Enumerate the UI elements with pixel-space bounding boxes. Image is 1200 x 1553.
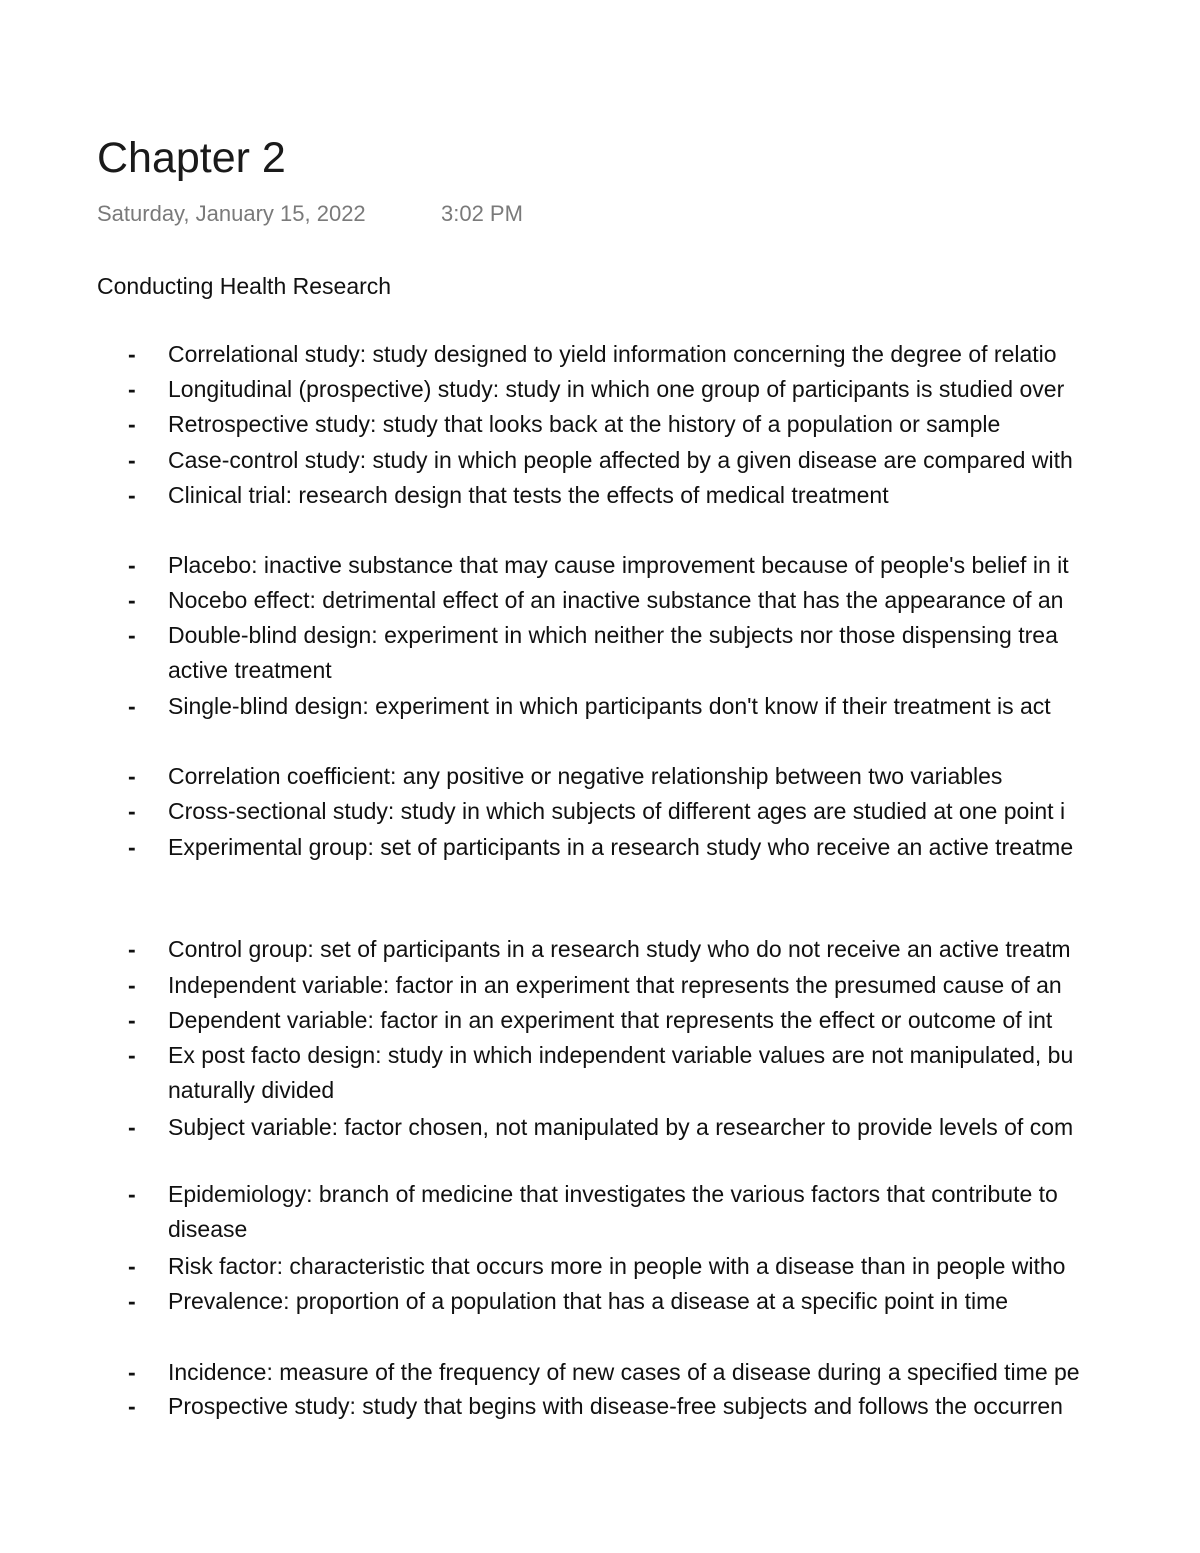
bullet-dash: -	[128, 447, 136, 473]
bullet-dash: -	[128, 693, 136, 719]
bullet-dash: -	[128, 1359, 136, 1385]
list-item-text: Prospective study: study that begins with disease-free subjects and follows the occurren	[168, 1393, 1063, 1419]
list-item-text: Dependent variable: factor in an experiment that represents the effect or outcome of int	[168, 1007, 1053, 1033]
list-item-text: Correlational study: study designed to yield information concerning the degree of relatio	[168, 341, 1057, 367]
list-item-text: Longitudinal (prospective) study: study in which one group of participants is studied over	[168, 376, 1065, 402]
list-item-continuation: disease	[168, 1216, 248, 1242]
list-item-text: Risk factor: characteristic that occurs more in people with a disease than in people witho	[168, 1253, 1066, 1279]
list-item-text: Subject variable: factor chosen, not manipulated by a researcher to provide levels of com	[168, 1114, 1074, 1140]
list-item-continuation: active treatment	[168, 657, 332, 683]
bullet-dash: -	[128, 1042, 136, 1068]
list-item-text: Experimental group: set of participants in a research study who receive an active treatme	[168, 834, 1074, 860]
bullet-dash: -	[128, 376, 136, 402]
bullet-dash: -	[128, 622, 136, 648]
list-item-text: Incidence: measure of the frequency of new cases of a disease during a specified time pe	[168, 1359, 1080, 1385]
bullet-dash: -	[128, 798, 136, 824]
bullet-dash: -	[128, 552, 136, 578]
section-heading: Conducting Health Research	[97, 273, 392, 299]
bullet-dash: -	[128, 1114, 136, 1140]
list-item-text: Cross-sectional study: study in which subjects of different ages are studied at one point i	[168, 798, 1066, 824]
list-item-text: Prevalence: proportion of a population that has a disease at a specific point in time	[168, 1288, 1009, 1314]
list-item-text: Case-control study: study in which people affected by a given disease are compared with	[168, 447, 1073, 473]
bullet-dash: -	[128, 1393, 136, 1419]
bullet-dash: -	[128, 763, 136, 789]
bullet-dash: -	[128, 936, 136, 962]
list-item-text: Single-blind design: experiment in which participants don't know if their treatment is act	[168, 693, 1051, 719]
bullet-dash: -	[128, 834, 136, 860]
bullet-dash: -	[128, 482, 136, 508]
bullet-dash: -	[128, 1253, 136, 1279]
list-item-text: Double-blind design: experiment in which neither the subjects nor those dispensing trea	[168, 622, 1058, 648]
list-item-text: Placebo: inactive substance that may cause improvement because of people's belief in it	[168, 552, 1069, 578]
list-item-text: Ex post facto design: study in which independent variable values are not manipulated, bu	[168, 1042, 1074, 1068]
list-item-text: Independent variable: factor in an experiment that represents the presumed cause of an	[168, 972, 1062, 998]
list-item-text: Control group: set of participants in a research study who do not receive an active treatm	[168, 936, 1071, 962]
bullet-dash: -	[128, 972, 136, 998]
list-item-text: Nocebo effect: detrimental effect of an inactive substance that has the appearance of an	[168, 587, 1064, 613]
list-item-text: Epidemiology: branch of medicine that investigates the various factors that contribute to	[168, 1181, 1058, 1207]
bullet-dash: -	[128, 1007, 136, 1033]
list-item-continuation: naturally divided	[168, 1077, 335, 1103]
list-item-text: Retrospective study: study that looks back at the history of a population or sample	[168, 411, 1001, 437]
bullet-dash: -	[128, 587, 136, 613]
list-item-text: Clinical trial: research design that tests the effects of medical treatment	[168, 482, 889, 508]
note-datetime	[97, 200, 523, 228]
bullet-dash: -	[128, 341, 136, 367]
list-item-text: Correlation coefficient: any positive or negative relationship between two variables	[168, 763, 1003, 789]
bullet-dash: -	[128, 411, 136, 437]
bullet-dash: -	[128, 1181, 136, 1207]
note-date: Saturday, January 15, 2022	[97, 201, 366, 226]
bullet-dash: -	[128, 1288, 136, 1314]
note-time: 3:02 PM	[441, 201, 523, 226]
page-title: Chapter 2	[97, 134, 286, 182]
